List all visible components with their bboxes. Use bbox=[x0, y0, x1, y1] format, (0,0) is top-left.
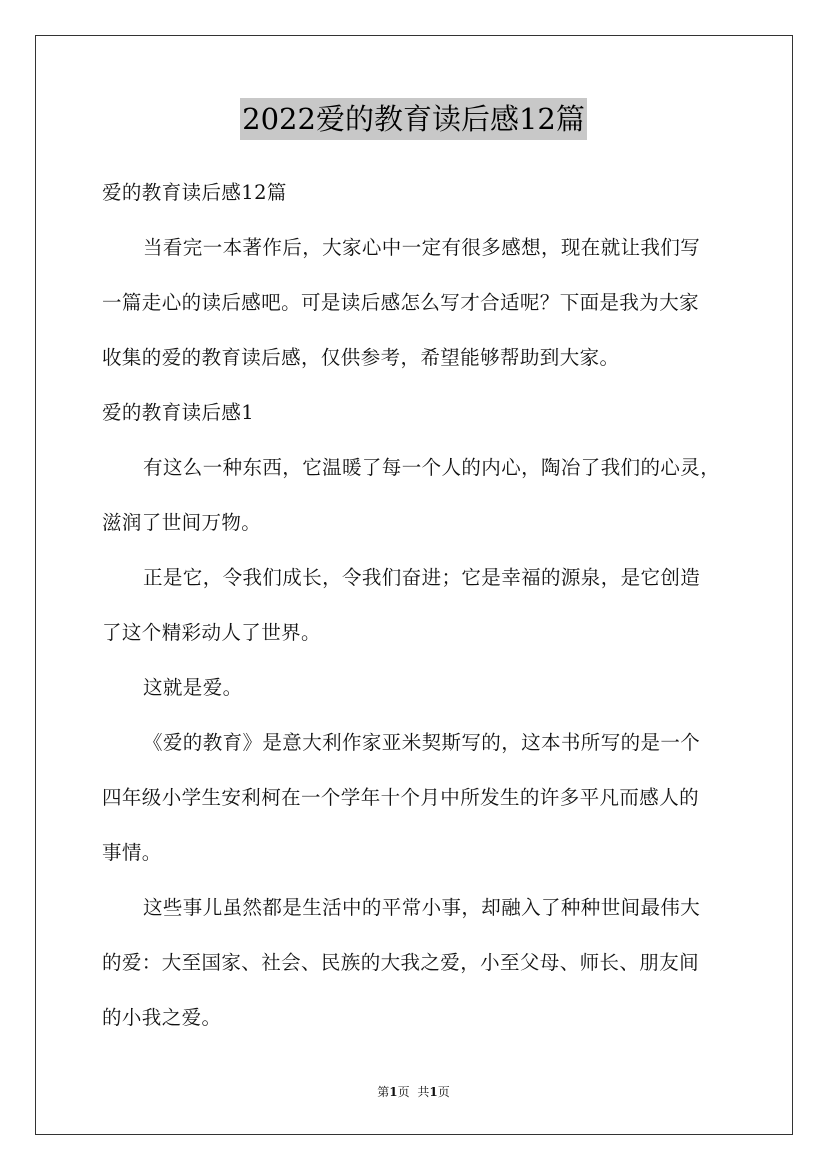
title-container bbox=[0, 98, 827, 140]
subtitle-line: 爱的教育读后感12篇 bbox=[102, 181, 287, 204]
page-number: 1 bbox=[389, 1085, 398, 1099]
page-suffix: 页 bbox=[397, 1085, 410, 1099]
paragraph-line: 这就是爱。 bbox=[143, 676, 243, 699]
paragraph-line: 滋润了世间万物。 bbox=[102, 511, 262, 534]
total-prefix: 共 bbox=[417, 1085, 430, 1099]
paragraph-line: 事情。 bbox=[102, 841, 162, 864]
paragraph-line: 一篇走心的读后感吧。可是读后感怎么写才合适呢？下面是我为大家 bbox=[102, 291, 700, 314]
paragraph-line: 的爱：大至国家、社会、民族的大我之爱，小至父母、师长、朋友间 bbox=[102, 951, 700, 974]
paragraph-line: 了这个精彩动人了世界。 bbox=[102, 621, 321, 644]
total-suffix: 页 bbox=[437, 1085, 450, 1099]
paragraph-line: 这些事儿虽然都是生活中的平常小事，却融入了种种世间最伟大 bbox=[143, 896, 701, 919]
page-footer bbox=[0, 1083, 827, 1100]
paragraph-line: 的小我之爱。 bbox=[102, 1006, 222, 1029]
paragraph-line: 收集的爱的教育读后感，仅供参考，希望能够帮助到大家。 bbox=[102, 346, 620, 369]
paragraph-line: 有这么一种东西，它温暖了每一个人的内心，陶冶了我们的心灵， bbox=[143, 456, 721, 479]
total-pages: 1 bbox=[429, 1085, 438, 1099]
document-body bbox=[102, 174, 732, 1054]
paragraph-line: 正是它，令我们成长，令我们奋进；它是幸福的源泉，是它创造 bbox=[143, 566, 701, 589]
paragraph-line: 《爱的教育》是意大利作家亚米契斯写的，这本书所写的是一个 bbox=[143, 731, 701, 754]
section-heading: 爱的教育读后感1 bbox=[102, 401, 255, 424]
paragraph-line: 四年级小学生安利柯在一个学年十个月中所发生的许多平凡而感人的 bbox=[102, 786, 700, 809]
document-title: 2022爱的教育读后感12篇 bbox=[240, 98, 587, 140]
paragraph-line: 当看完一本著作后，大家心中一定有很多感想，现在就让我们写 bbox=[143, 236, 701, 259]
page-prefix: 第 bbox=[377, 1085, 390, 1099]
